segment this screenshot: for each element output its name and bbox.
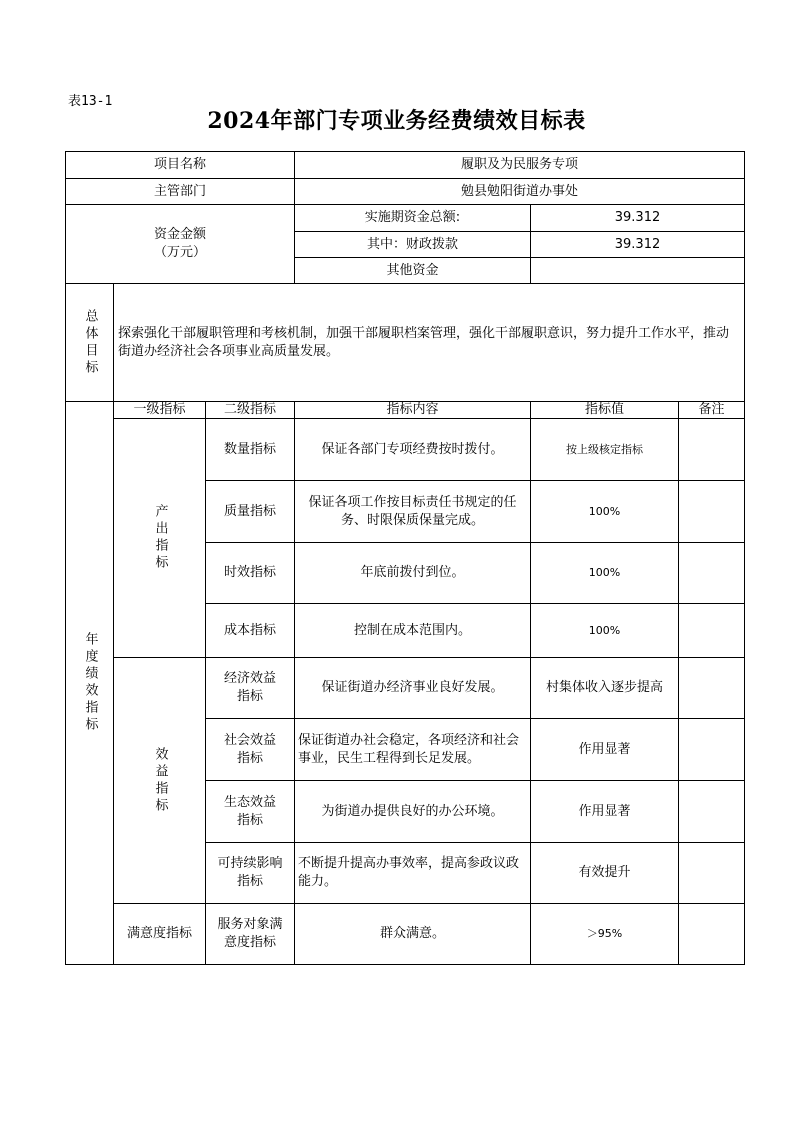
benefit-indicators-label [114, 658, 205, 903]
overall-goal-label [66, 284, 113, 401]
content-ecological-benefit: 为街道办提供良好的办公环境。 [321, 803, 504, 819]
level2-cost: 成本指标 [223, 622, 276, 638]
remark-service-satisfaction [679, 904, 744, 964]
content-economic-benefit: 保证街道办经济事业良好发展。 [321, 680, 504, 695]
value-quality: 100% [588, 504, 621, 518]
value-economic-benefit: 村集体收入逐步提高 [545, 680, 663, 695]
content-service-satisfaction: 群众满意。 [379, 926, 445, 941]
header-level2: 二级指标 [223, 402, 276, 417]
other-funds-value [531, 258, 744, 283]
table-number: 表13-1 [68, 94, 113, 109]
level2-timeliness: 时效指标 [223, 565, 276, 580]
remark-social-benefit [679, 719, 744, 780]
content-quality: 保证各项工作按目标责任书规定的任务、时限保质保量完成。 [308, 494, 517, 528]
value-cost: 100% [588, 623, 621, 637]
annual-indicators-label-text: 年度绩效指标 [82, 632, 98, 734]
remark-timeliness [679, 543, 744, 603]
remark-sustainable-impact [679, 843, 744, 903]
header-value: 指标值 [584, 402, 624, 417]
value-sustainable-impact: 有效提升 [578, 865, 631, 880]
output-indicators-label [114, 419, 205, 657]
remark-cost [679, 604, 744, 657]
level2-ecological-benefit: 生态效益指标 [223, 794, 276, 828]
funds-label-line1: 资金金额 [153, 227, 206, 242]
satisfaction-indicators-label: 满意度指标 [126, 926, 192, 941]
other-funds-label: 其他资金 [386, 262, 439, 278]
content-sustainable-impact: 不断提升提高办事效率，提高参政议政能力。 [298, 856, 520, 889]
level2-quantity: 数量指标 [223, 441, 276, 457]
value-quantity: 按上级核定指标 [566, 442, 643, 456]
benefit-indicators-label-text: 效益指标 [152, 746, 168, 815]
remark-economic-benefit [679, 658, 744, 718]
level2-quality: 质量指标 [223, 503, 276, 519]
level2-sustainable-impact: 可持续影响指标 [217, 856, 283, 889]
value-ecological-benefit: 作用显著 [578, 803, 631, 819]
value-service-satisfaction: ＞95% [586, 927, 623, 940]
page-title: 2024年部门专项业务经费绩效目标表 [207, 108, 586, 134]
total-funds-value: 39.312 [614, 210, 661, 225]
remark-quality [679, 481, 744, 542]
fiscal-funds-value: 39.312 [614, 236, 661, 252]
total-funds-label: 实施期资金总额: [364, 210, 461, 225]
header-remark: 备注 [698, 402, 725, 417]
department-label: 主管部门 [153, 183, 206, 199]
funds-label-line2: （万元） [153, 245, 206, 260]
content-timeliness: 年底前拨付到位。 [360, 565, 465, 580]
level2-service-satisfaction: 服务对象满意度指标 [217, 917, 283, 950]
project-name-value: 履职及为民服务专项 [460, 157, 578, 172]
grid-line [744, 151, 745, 965]
output-indicators-label-text: 产出指标 [152, 504, 168, 572]
grid-line [65, 964, 745, 965]
project-name-label: 项目名称 [153, 157, 206, 172]
content-social-benefit: 保证街道办社会稳定，各项经济和社会事业，民生工程得到长足发展。 [298, 732, 520, 766]
department-value: 勉县勉阳街道办事处 [460, 183, 578, 199]
level2-economic-benefit: 经济效益指标 [223, 671, 276, 704]
fiscal-funds-label: 其中：财政拨款 [366, 236, 458, 252]
funds-label [66, 205, 294, 283]
content-quantity: 保证各部门专项经费按时拨付。 [321, 441, 504, 457]
header-content: 指标内容 [386, 402, 439, 417]
level2-social-benefit: 社会效益指标 [223, 732, 276, 766]
remark-ecological-benefit [679, 781, 744, 842]
overall-goal-label-text: 总体目标 [82, 308, 98, 377]
annual-indicators-label [66, 402, 113, 964]
overall-goal-text: 探索强化干部履职管理和考核机制，加强干部履职档案管理，强化干部履职意识，努力提升工作水平，推动街道办经济社会各项事业高质量发展。 [118, 325, 730, 359]
header-level1: 一级指标 [133, 402, 186, 417]
value-timeliness: 100% [588, 566, 621, 579]
remark-quantity [679, 419, 744, 480]
value-social-benefit: 作用显著 [578, 741, 631, 757]
content-cost: 控制在成本范围内。 [353, 622, 471, 638]
